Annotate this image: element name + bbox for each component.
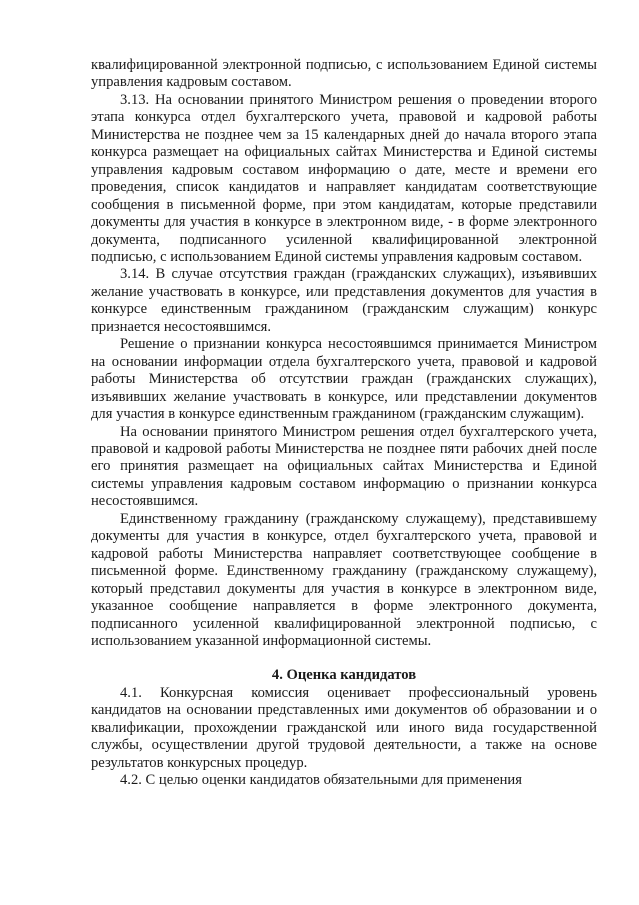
paragraph-publication: На основании принятого Министром решения отдел бухгалтерского учета, правовой и кадровой работы Министерства не позднее пяти рабочих дней после его принятия размещает на официальных сайтах Министерства и Единой системы управления кадровым составом информацию о признании конкурса несостоявшимся. bbox=[91, 423, 597, 510]
paragraph-4-1: 4.1. Конкурсная комиссия оценивает профессиональный уровень кандидатов на основании представленных ими документов об образовании и о квалификации, прохождении гражданской или иного вида государственной службы, осуществлении другой трудовой деятельности, а также на основе результатов конкурсных процедур. bbox=[91, 684, 597, 771]
paragraph-decision: Решение о признании конкурса несостоявшимся принимается Министром на основании информации отдела бухгалтерского учета, правовой и кадровой работы Министерства об отсутствии граждан (гражданских служащих), изъявивших желание участвовать в конкурсе, или представлении документов для участия в конкурсе единственным гражданином (гражданским служащим). bbox=[91, 336, 597, 423]
document-page bbox=[91, 57, 597, 790]
paragraph-4-2: 4.2. С целью оценки кандидатов обязательными для применения bbox=[120, 772, 522, 789]
paragraph-3-14: 3.14. В случае отсутствия граждан (гражданских служащих), изъявивших желание участвовать в конкурсе, или представления документов для участия в конкурсе единственным гражданином (гражданским служащим) конкурс признается несостоявшимся. bbox=[91, 266, 597, 335]
paragraph-continuation: квалифицированной электронной подписью, с использованием Единой системы управления кадровым составом. bbox=[91, 57, 597, 91]
section-heading: 4. Оценка кандидатов bbox=[271, 667, 417, 684]
paragraph-3-13: 3.13. На основании принятого Министром решения о проведении второго этапа конкурса отдел бухгалтерского учета, правовой и кадровой работы Министерства не позднее чем за 15 календарных дней до начала второго этапа конкурса размещает на официальных сайтах Министерства и Единой системы управления кадровым составом информацию о дате, месте и времени его проведения, список кандидатов и направляет кандидатам соответствующие сообщения в письменной форме, при этом кандидатам, которые представили документы для участия в конкурсе в электронном виде, - в форме электронного документа, подписанного усиленной квалифицированной электронной подписью, с использованием Единой системы управления кадровым составом. bbox=[91, 91, 597, 265]
paragraph-single-candidate: Единственному гражданину (гражданскому служащему), представившему документы для участия в конкурсе, отдел бухгалтерского учета, правовой и кадровой работы Министерства направляет соответствующее сообщение в письменной форме. Единственному гражданину (гражданскому служащему), который представил документы для участия в конкурсе в электронном виде, указанное сообщение направляется в форме электронного документа, подписанного усиленной квалифицированной электронной подписью, с использованием указанной информационной системы. bbox=[91, 510, 597, 649]
